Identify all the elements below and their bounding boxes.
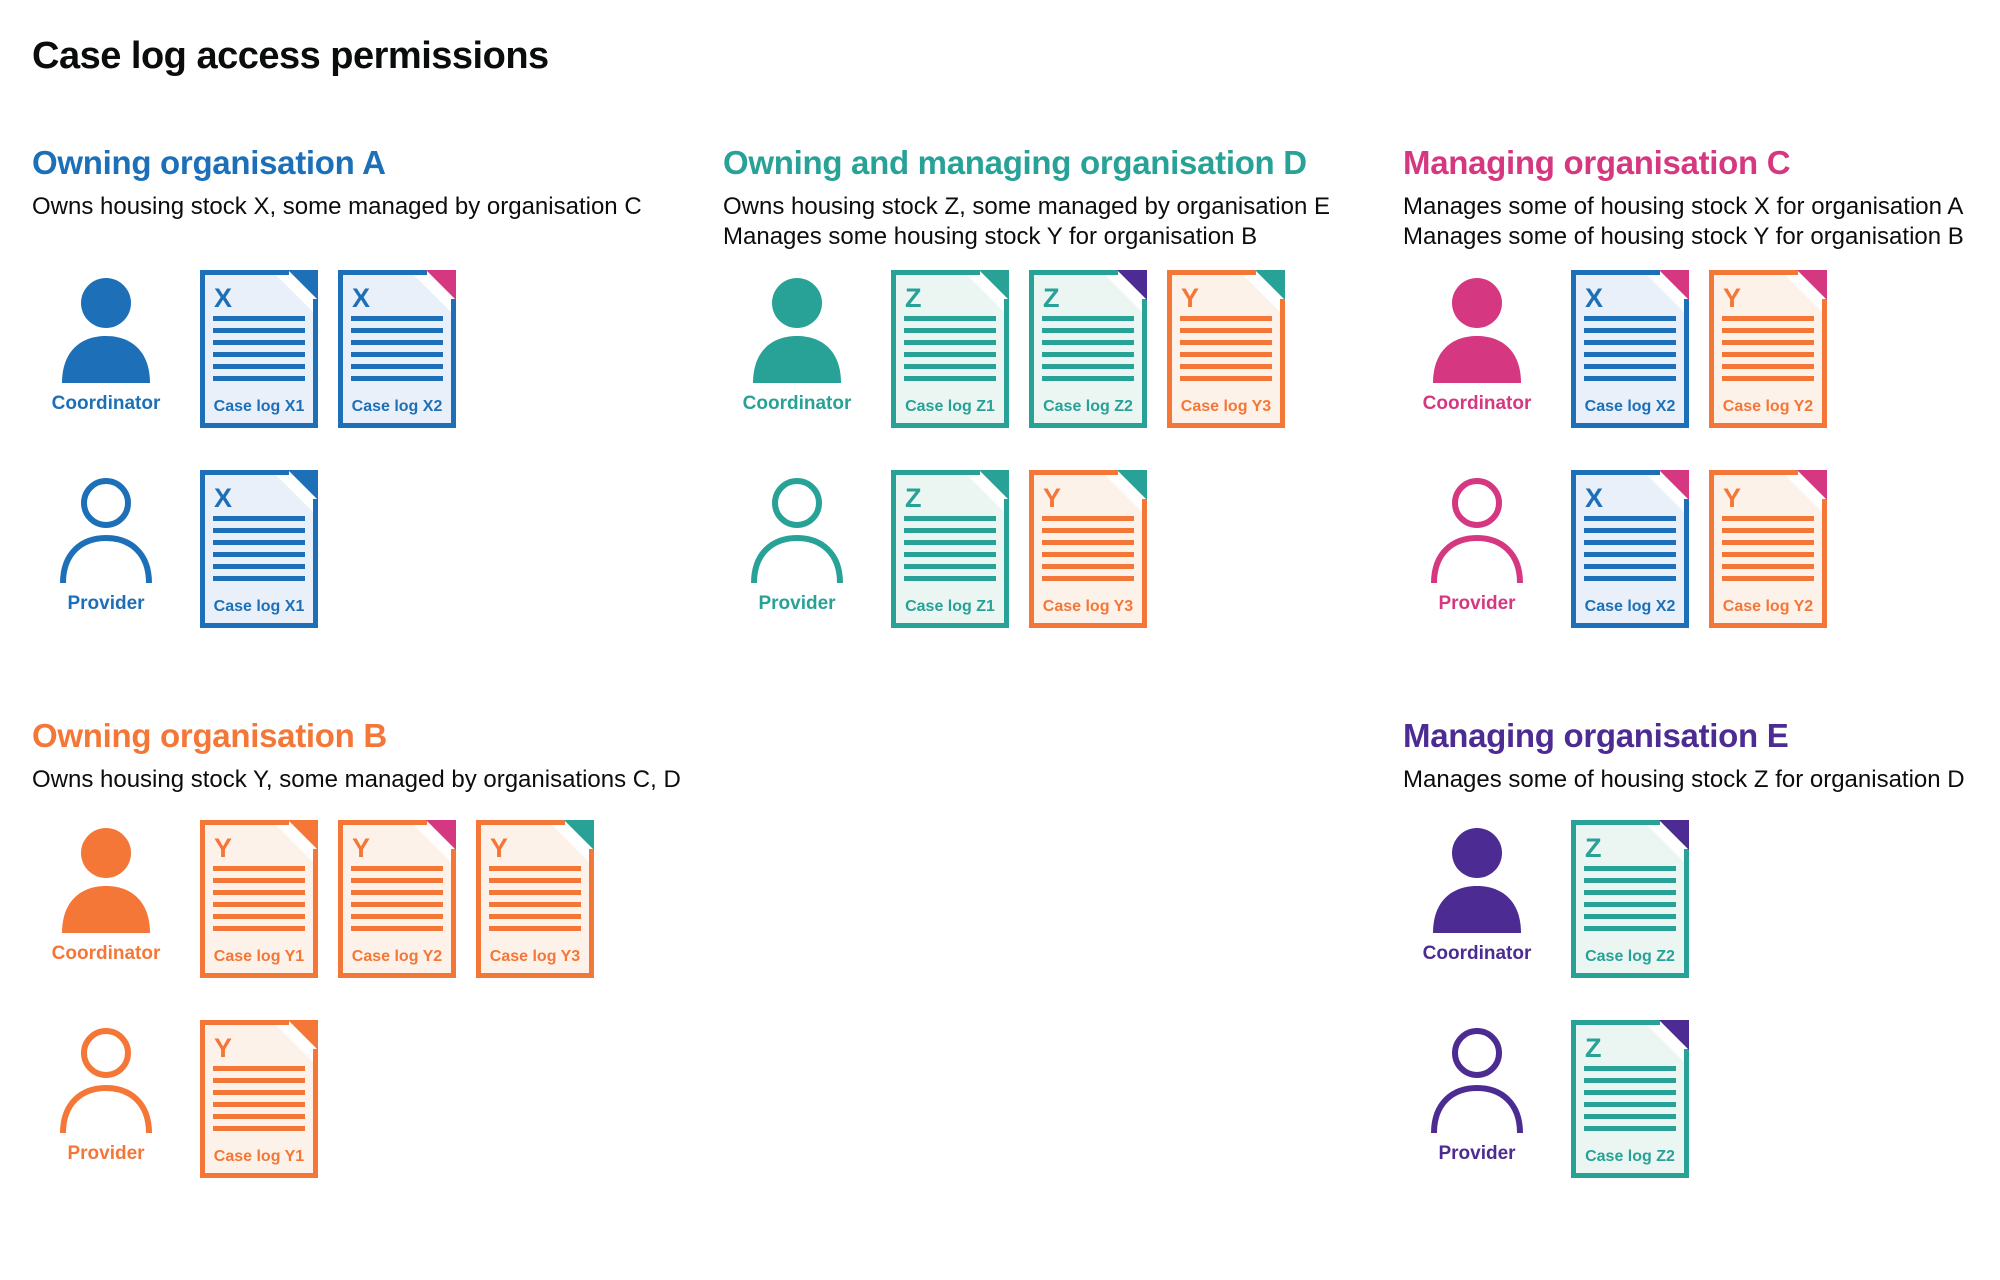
org-section-d — [723, 143, 1393, 615]
person-filled-icon — [1429, 827, 1525, 933]
case-log-doc — [200, 1020, 318, 1178]
doc-label: Case log Y1 — [213, 1148, 305, 1165]
section-heading: Managing organisation E — [1403, 717, 1789, 754]
doc-stock-letter: Y — [214, 833, 233, 863]
document-icon — [891, 470, 1009, 628]
doc-stock-letter: X — [1585, 283, 1604, 313]
section-description-line: Manages some housing stock Y for organisation B — [723, 223, 1258, 250]
coordinator-row — [1403, 270, 1827, 428]
persona-coordinator — [32, 820, 180, 965]
person-outline-icon — [58, 1027, 154, 1133]
case-log-doc — [1029, 470, 1147, 628]
doc-label: Case log Z2 — [1585, 948, 1675, 965]
document-icon — [891, 270, 1009, 428]
doc-list — [200, 1020, 318, 1178]
doc-list — [1571, 820, 1689, 978]
coordinator-row — [32, 820, 594, 978]
doc-label: Case log X1 — [213, 398, 305, 415]
doc-stock-letter: Z — [1043, 283, 1060, 313]
section-heading: Owning organisation A — [32, 144, 386, 181]
persona-label: Coordinator — [1422, 393, 1532, 414]
org-section-a — [32, 143, 702, 615]
case-log-doc — [200, 820, 318, 978]
case-log-doc — [1571, 1020, 1689, 1178]
document-icon — [338, 820, 456, 978]
doc-stock-letter: Y — [490, 833, 509, 863]
doc-stock-letter: Z — [905, 483, 922, 513]
persona-provider — [1403, 1020, 1551, 1165]
case-log-doc — [1571, 820, 1689, 978]
persona-provider — [723, 470, 871, 615]
section-heading: Owning organisation B — [32, 717, 387, 754]
doc-label: Case log Y3 — [1180, 398, 1272, 415]
section-description — [1403, 192, 1964, 252]
person-filled-icon — [749, 277, 845, 383]
doc-stock-letter: X — [352, 283, 371, 313]
case-log-doc — [891, 470, 1009, 628]
doc-label: Case log Z1 — [905, 398, 995, 415]
provider-row — [32, 1020, 318, 1178]
person-filled-icon — [58, 827, 154, 933]
provider-row — [1403, 470, 1827, 628]
doc-stock-letter: Y — [1043, 483, 1062, 513]
case-log-doc — [1709, 470, 1827, 628]
person-outline-icon — [58, 477, 154, 583]
section-description-line: Owns housing stock Y, some managed by organisations C, D — [32, 766, 681, 793]
doc-list — [1571, 1020, 1689, 1178]
person-outline-icon — [1429, 477, 1525, 583]
document-icon — [200, 270, 318, 428]
case-log-doc — [891, 270, 1009, 428]
document-icon — [1571, 820, 1689, 978]
doc-stock-letter: Y — [1723, 483, 1742, 513]
doc-label: Case log Y3 — [1042, 598, 1134, 615]
persona-label: Coordinator — [51, 943, 161, 964]
doc-label: Case log X2 — [1584, 398, 1676, 415]
doc-label: Case log X1 — [213, 598, 305, 615]
doc-stock-letter: X — [1585, 483, 1604, 513]
section-description-line: Owns housing stock Z, some managed by organisation E — [723, 193, 1330, 220]
doc-label: Case log Y1 — [213, 948, 305, 965]
case-log-doc — [476, 820, 594, 978]
section-description — [1403, 765, 1965, 795]
doc-label: Case log Y2 — [351, 948, 443, 965]
document-icon — [1571, 1020, 1689, 1178]
doc-list — [1571, 270, 1827, 428]
persona-coordinator — [1403, 820, 1551, 965]
doc-stock-letter: Z — [1585, 833, 1602, 863]
persona-label: Coordinator — [51, 393, 161, 414]
section-description — [32, 192, 642, 222]
doc-stock-letter: Y — [352, 833, 371, 863]
persona-label: Provider — [67, 593, 145, 614]
doc-stock-letter: Z — [905, 283, 922, 313]
case-log-doc — [1709, 270, 1827, 428]
document-icon — [1167, 270, 1285, 428]
page-title: Case log access permissions — [32, 35, 549, 77]
document-icon — [1029, 270, 1147, 428]
doc-stock-letter: Y — [214, 1033, 233, 1063]
doc-list — [200, 470, 318, 628]
section-description — [32, 765, 681, 795]
persona-provider — [32, 1020, 180, 1165]
document-icon — [1709, 270, 1827, 428]
section-description-line: Manages some of housing stock X for organisation A — [1403, 193, 1964, 220]
doc-label: Case log Y2 — [1722, 398, 1814, 415]
doc-list — [200, 820, 594, 978]
doc-label: Case log Y2 — [1722, 598, 1814, 615]
case-log-doc — [1571, 270, 1689, 428]
case-log-doc — [1571, 470, 1689, 628]
provider-row — [32, 470, 318, 628]
provider-row — [1403, 1020, 1689, 1178]
case-log-doc — [200, 470, 318, 628]
case-log-doc — [1029, 270, 1147, 428]
org-section-c — [1403, 143, 1993, 615]
persona-label: Provider — [1438, 593, 1516, 614]
case-log-doc — [1167, 270, 1285, 428]
section-heading: Managing organisation C — [1403, 144, 1791, 181]
provider-row — [723, 470, 1147, 628]
doc-stock-letter: X — [214, 283, 233, 313]
section-description — [723, 192, 1330, 252]
persona-label: Coordinator — [742, 393, 852, 414]
person-outline-icon — [1429, 1027, 1525, 1133]
persona-label: Provider — [1438, 1143, 1516, 1164]
doc-stock-letter: Y — [1723, 283, 1742, 313]
doc-label: Case log Z2 — [1043, 398, 1133, 415]
section-heading: Owning and managing organisation D — [723, 144, 1307, 181]
document-icon — [1571, 470, 1689, 628]
document-icon — [1571, 270, 1689, 428]
person-outline-icon — [749, 477, 845, 583]
persona-label: Provider — [67, 1143, 145, 1164]
persona-coordinator — [723, 270, 871, 415]
document-icon — [338, 270, 456, 428]
org-section-b — [32, 716, 702, 1165]
doc-list — [891, 470, 1147, 628]
section-description-line: Owns housing stock X, some managed by organisation C — [32, 193, 642, 220]
persona-provider — [32, 470, 180, 615]
case-log-doc — [338, 820, 456, 978]
coordinator-row — [32, 270, 456, 428]
persona-label: Provider — [758, 593, 836, 614]
doc-label: Case log X2 — [1584, 598, 1676, 615]
org-section-e — [1403, 716, 1993, 1165]
doc-label: Case log Z1 — [905, 598, 995, 615]
section-description-line: Manages some of housing stock Y for organisation B — [1403, 223, 1964, 250]
doc-list — [891, 270, 1285, 428]
doc-label: Case log Y3 — [489, 948, 581, 965]
doc-stock-letter: Y — [1181, 283, 1200, 313]
document-icon — [1709, 470, 1827, 628]
person-filled-icon — [1429, 277, 1525, 383]
persona-coordinator — [1403, 270, 1551, 415]
doc-list — [200, 270, 456, 428]
coordinator-row — [1403, 820, 1689, 978]
document-icon — [476, 820, 594, 978]
doc-label: Case log Z2 — [1585, 1148, 1675, 1165]
document-icon — [200, 1020, 318, 1178]
doc-stock-letter: X — [214, 483, 233, 513]
person-filled-icon — [58, 277, 154, 383]
doc-list — [1571, 470, 1827, 628]
case-log-doc — [338, 270, 456, 428]
doc-label: Case log X2 — [351, 398, 443, 415]
persona-coordinator — [32, 270, 180, 415]
document-icon — [1029, 470, 1147, 628]
persona-provider — [1403, 470, 1551, 615]
document-icon — [200, 820, 318, 978]
doc-stock-letter: Z — [1585, 1033, 1602, 1063]
persona-label: Coordinator — [1422, 943, 1532, 964]
document-icon — [200, 470, 318, 628]
section-description-line: Manages some of housing stock Z for organisation D — [1403, 766, 1965, 793]
case-log-doc — [200, 270, 318, 428]
coordinator-row — [723, 270, 1285, 428]
